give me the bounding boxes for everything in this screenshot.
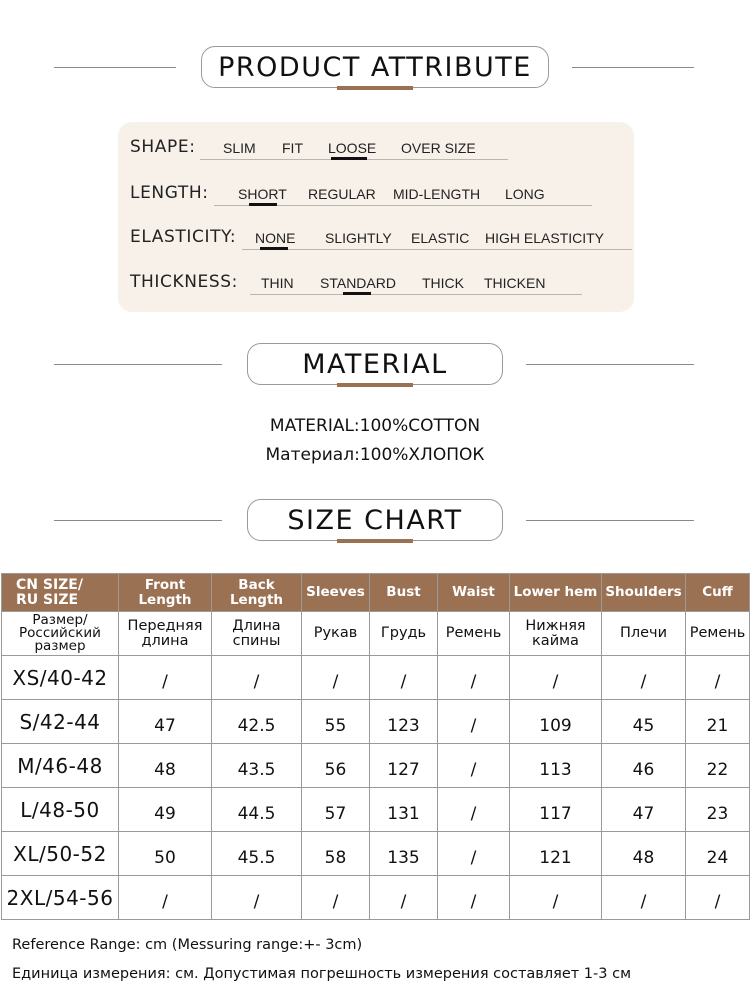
- cell-text: Передняя длина: [127, 617, 203, 649]
- table-cell: [602, 700, 686, 744]
- table-cell: [370, 700, 438, 744]
- cell-text: M/46-48: [17, 753, 103, 778]
- cell-text: /: [332, 891, 339, 912]
- cell-text: 121: [539, 847, 572, 868]
- cell-text: Waist: [452, 584, 495, 600]
- table-cell: [302, 788, 370, 832]
- attribute-row-shape: [130, 137, 630, 167]
- cell-text: 117: [539, 803, 572, 824]
- divider-left: [54, 364, 222, 365]
- table-cell: [370, 744, 438, 788]
- attribute-option: THICK: [422, 275, 464, 291]
- table-cell: [602, 832, 686, 876]
- cell-text: /: [162, 671, 168, 692]
- table-row: [2, 744, 750, 788]
- table-cell: [510, 574, 602, 612]
- table-cell: [302, 744, 370, 788]
- cell-text: 43.5: [237, 759, 276, 780]
- table-header-row: [2, 574, 750, 612]
- table-cell: [510, 612, 602, 656]
- cell-text: Shoulders: [605, 584, 682, 600]
- divider-right: [526, 364, 694, 365]
- cell-text: 46: [632, 759, 655, 780]
- attribute-label: THICKNESS:: [130, 272, 238, 292]
- attribute-option: OVER SIZE: [401, 140, 476, 156]
- table-header-row-ru: [2, 612, 750, 656]
- attribute-label: ELASTICITY:: [130, 227, 237, 247]
- cell-text: 48: [632, 847, 655, 868]
- cell-text: /: [640, 671, 647, 692]
- table-cell: [686, 700, 750, 744]
- table-cell: [370, 832, 438, 876]
- cell-text: /: [470, 715, 477, 736]
- size-label-cell: [2, 700, 119, 744]
- cell-text: 42.5: [237, 715, 276, 736]
- cell-text: CN SIZE/ RU SIZE: [16, 576, 83, 608]
- cell-text: 45.5: [237, 847, 276, 868]
- cell-text: /: [470, 891, 477, 912]
- cell-text: Ремень: [445, 625, 502, 641]
- table-cell: [602, 876, 686, 920]
- cell-text: 47: [632, 803, 655, 824]
- section-title-text: MATERIAL: [302, 348, 448, 380]
- attribute-option: FIT: [282, 140, 303, 156]
- attribute-option: HIGH ELASTICITY: [485, 230, 605, 246]
- attribute-underline: [250, 294, 582, 295]
- cell-text: /: [552, 671, 559, 692]
- section-title-product-attribute: [201, 46, 549, 88]
- table-cell: [602, 788, 686, 832]
- table-cell: [370, 788, 438, 832]
- cell-text: Плечи: [619, 625, 668, 641]
- cell-text: Cuff: [702, 584, 733, 600]
- cell-text: /: [332, 671, 339, 692]
- cell-text: Sleeves: [306, 584, 365, 600]
- cell-text: 21: [706, 715, 729, 736]
- table-cell: [212, 744, 302, 788]
- title-accent-bar: [337, 383, 413, 387]
- size-label-cell: [2, 612, 119, 656]
- table-row: [2, 656, 750, 700]
- table-cell: [438, 876, 510, 920]
- table-cell: [119, 612, 212, 656]
- table-cell: [119, 700, 212, 744]
- cell-text: 48: [154, 759, 176, 780]
- cell-text: /: [253, 671, 260, 692]
- size-label-cell: [2, 574, 119, 612]
- table-cell: [302, 612, 370, 656]
- table-cell: [212, 656, 302, 700]
- cell-text: 47: [154, 715, 176, 736]
- attribute-option: REGULAR: [308, 186, 376, 202]
- cell-text: S/42-44: [19, 709, 101, 734]
- cell-text: Ремень: [689, 625, 746, 641]
- table-cell: [119, 832, 212, 876]
- section-title-text: PRODUCT ATTRIBUTE: [218, 51, 532, 83]
- cell-text: Длина спины: [232, 617, 281, 649]
- cell-text: 113: [539, 759, 572, 780]
- table-cell: [510, 832, 602, 876]
- cell-text: /: [400, 891, 407, 912]
- attribute-option: THIN: [261, 275, 294, 291]
- table-cell: [438, 788, 510, 832]
- table-cell: [438, 574, 510, 612]
- section-title-material: [247, 343, 503, 385]
- table-cell: [602, 574, 686, 612]
- size-label-cell: [2, 656, 119, 700]
- selected-marker: [249, 203, 277, 206]
- attribute-row-thickness: [130, 272, 630, 302]
- table-cell: [370, 876, 438, 920]
- cell-text: XL/50-52: [13, 841, 107, 866]
- table-cell: [119, 656, 212, 700]
- material-russian: Материал:100%ХЛОПОК: [265, 445, 485, 465]
- title-accent-bar: [337, 539, 413, 543]
- table-cell: [302, 876, 370, 920]
- cell-text: /: [470, 671, 477, 692]
- table-cell: [510, 700, 602, 744]
- cell-text: /: [714, 671, 721, 692]
- cell-text: /: [162, 891, 168, 912]
- selected-marker: [343, 292, 371, 295]
- cell-text: Bust: [386, 584, 421, 600]
- table-cell: [212, 788, 302, 832]
- table-cell: [438, 832, 510, 876]
- cell-text: /: [552, 891, 559, 912]
- table-cell: [370, 612, 438, 656]
- cell-text: 44.5: [237, 803, 276, 824]
- cell-text: L/48-50: [20, 797, 100, 822]
- cell-text: Грудь: [380, 625, 427, 641]
- cell-text: 58: [324, 847, 347, 868]
- size-label-cell: [2, 876, 119, 920]
- cell-text: 57: [324, 803, 347, 824]
- attribute-option: SHORT: [238, 186, 287, 202]
- table-cell: [212, 876, 302, 920]
- table-cell: [302, 656, 370, 700]
- cell-text: XS/40-42: [12, 665, 108, 690]
- table-cell: [510, 744, 602, 788]
- table-row: [2, 700, 750, 744]
- table-cell: [302, 832, 370, 876]
- cell-text: 49: [154, 803, 176, 824]
- cell-text: /: [640, 891, 647, 912]
- cell-text: 23: [706, 803, 729, 824]
- cell-text: Lower hem: [513, 584, 598, 600]
- table-cell: [686, 656, 750, 700]
- attribute-option: MID-LENGTH: [393, 186, 481, 202]
- cell-text: Рукав: [313, 625, 358, 641]
- table-cell: [602, 656, 686, 700]
- cell-text: 55: [324, 715, 347, 736]
- cell-text: /: [470, 759, 477, 780]
- cell-text: 135: [387, 847, 420, 868]
- cell-text: 45: [632, 715, 655, 736]
- table-cell: [212, 700, 302, 744]
- attribute-row-length: [130, 183, 630, 213]
- cell-text: 123: [387, 715, 420, 736]
- attribute-option: SLIM: [223, 140, 256, 156]
- cell-text: 56: [324, 759, 347, 780]
- attribute-option: THICKEN: [484, 275, 546, 291]
- table-cell: [510, 788, 602, 832]
- divider-right: [572, 67, 694, 68]
- attribute-underline: [242, 249, 632, 250]
- table-cell: [686, 744, 750, 788]
- table-cell: [686, 876, 750, 920]
- size-chart-table: [1, 573, 750, 920]
- size-chart-body: [2, 574, 750, 920]
- attribute-label: LENGTH:: [130, 183, 209, 203]
- attribute-option: LOOSE: [328, 140, 377, 156]
- table-cell: [119, 788, 212, 832]
- table-cell: [602, 612, 686, 656]
- divider-left: [54, 520, 222, 521]
- title-accent-bar: [337, 86, 413, 90]
- cell-text: 22: [706, 759, 729, 780]
- material-english: MATERIAL:100%COTTON: [269, 416, 481, 436]
- table-cell: [438, 700, 510, 744]
- attribute-option: ELASTIC: [411, 230, 470, 246]
- table-cell: [602, 744, 686, 788]
- cell-text: /: [253, 891, 260, 912]
- cell-text: 131: [387, 803, 420, 824]
- table-cell: [119, 574, 212, 612]
- reference-range-note: Reference Range: cm (Messuring range:+- 3cm): [12, 937, 363, 953]
- table-cell: [510, 876, 602, 920]
- attribute-option: LONG: [505, 186, 545, 202]
- table-cell: [438, 612, 510, 656]
- selected-marker: [260, 247, 288, 250]
- table-cell: [438, 744, 510, 788]
- table-cell: [212, 832, 302, 876]
- cell-text: /: [470, 803, 477, 824]
- section-title-text: SIZE CHART: [287, 504, 463, 536]
- table-row: [2, 788, 750, 832]
- table-cell: [119, 744, 212, 788]
- table-row: [2, 832, 750, 876]
- cell-text: Front Length: [138, 576, 192, 608]
- attribute-panel: [118, 122, 634, 312]
- size-label-cell: [2, 744, 119, 788]
- table-cell: [686, 832, 750, 876]
- table-cell: [370, 574, 438, 612]
- divider-left: [54, 67, 176, 68]
- table-cell: [302, 574, 370, 612]
- cell-text: 2XL/54-56: [6, 885, 114, 910]
- reference-range-note-ru: Единица измерения: см. Допустимая погрешность измерения составляет 1-3 см: [12, 966, 632, 982]
- size-label-cell: [2, 832, 119, 876]
- table-cell: [212, 574, 302, 612]
- table-cell: [438, 656, 510, 700]
- selected-marker: [331, 157, 367, 160]
- cell-text: 127: [387, 759, 420, 780]
- cell-text: /: [714, 891, 721, 912]
- cell-text: Нижняя кайма: [525, 617, 586, 649]
- table-cell: [510, 656, 602, 700]
- cell-text: /: [400, 671, 407, 692]
- cell-text: 109: [539, 715, 572, 736]
- cell-text: Размер/ Российский размер: [19, 612, 101, 654]
- table-cell: [212, 612, 302, 656]
- attribute-option: STANDARD: [320, 275, 396, 291]
- section-title-size-chart: [247, 499, 503, 541]
- size-label-cell: [2, 788, 119, 832]
- cell-text: Back Length: [229, 576, 284, 608]
- divider-right: [526, 520, 694, 521]
- table-cell: [686, 788, 750, 832]
- table-cell: [119, 876, 212, 920]
- table-cell: [302, 700, 370, 744]
- attribute-row-elasticity: [130, 227, 634, 257]
- attribute-option: NONE: [255, 230, 296, 246]
- cell-text: 50: [154, 847, 176, 868]
- cell-text: /: [470, 847, 477, 868]
- attribute-option: SLIGHTLY: [325, 230, 392, 246]
- table-cell: [686, 612, 750, 656]
- table-cell: [686, 574, 750, 612]
- table-row: [2, 876, 750, 920]
- table-cell: [370, 656, 438, 700]
- attribute-label: SHAPE:: [130, 137, 196, 157]
- cell-text: 24: [706, 847, 729, 868]
